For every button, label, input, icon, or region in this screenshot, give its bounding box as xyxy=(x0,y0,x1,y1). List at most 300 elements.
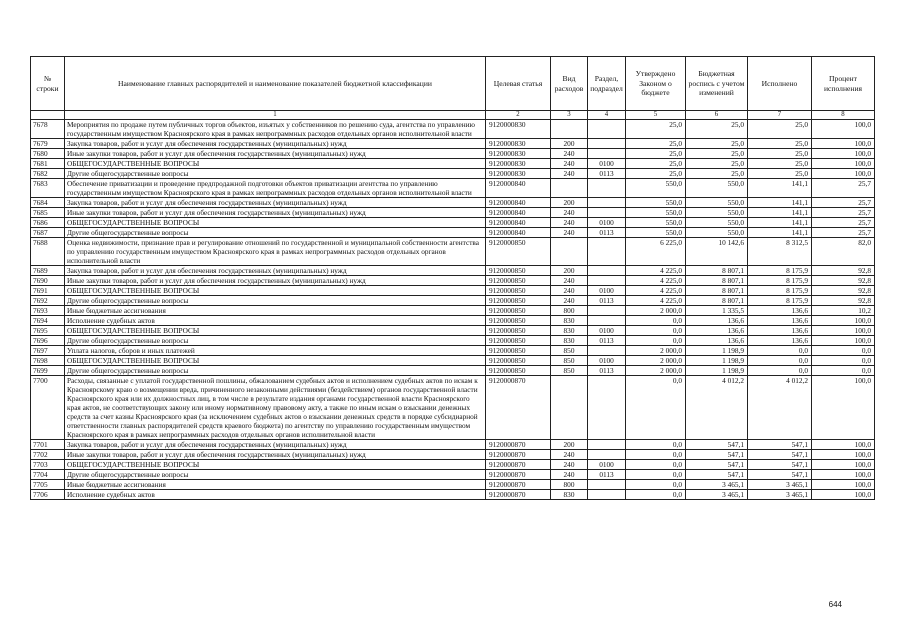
column-number: 7 xyxy=(748,111,812,120)
budget-amount-cell: 8 807,1 xyxy=(686,296,748,306)
target-article-cell: 9120000870 xyxy=(486,376,551,440)
expense-type-cell: 240 xyxy=(551,286,588,296)
section-cell xyxy=(588,440,626,450)
budget-amount-cell: 4 012,2 xyxy=(686,376,748,440)
executed-amount-cell: 8 312,5 xyxy=(748,238,812,266)
percent-cell: 25,7 xyxy=(812,179,875,198)
table-row xyxy=(31,306,875,316)
expense-type-cell: 200 xyxy=(551,198,588,208)
target-article-cell: 9120000870 xyxy=(486,460,551,470)
section-cell: 0113 xyxy=(588,169,626,179)
row-number-cell: 7699 xyxy=(31,366,65,376)
table-row xyxy=(31,149,875,159)
budget-amount-cell: 136,6 xyxy=(686,326,748,336)
budget-amount-cell: 8 807,1 xyxy=(686,286,748,296)
target-article-cell: 9120000870 xyxy=(486,440,551,450)
percent-cell: 100,0 xyxy=(812,120,875,139)
executed-amount-cell: 547,1 xyxy=(748,450,812,460)
executed-amount-cell: 141,1 xyxy=(748,198,812,208)
percent-cell: 0,0 xyxy=(812,366,875,376)
expense-type-cell: 240 xyxy=(551,276,588,286)
header-approved: Утверждено Законом о бюджете xyxy=(626,57,686,111)
executed-amount-cell: 4 012,2 xyxy=(748,376,812,440)
expense-type-cell: 240 xyxy=(551,169,588,179)
percent-cell: 100,0 xyxy=(812,480,875,490)
row-number-cell: 7700 xyxy=(31,376,65,440)
table-row xyxy=(31,376,875,440)
expense-type-cell: 200 xyxy=(551,266,588,276)
row-number-cell: 7701 xyxy=(31,440,65,450)
percent-cell: 100,0 xyxy=(812,450,875,460)
table-row xyxy=(31,356,875,366)
row-name-cell: Иные закупки товаров, работ и услуг для обеспечения государственных (муниципальных) нужд xyxy=(65,208,486,218)
table-row xyxy=(31,120,875,139)
row-name-cell: Другие общегосударственные вопросы xyxy=(65,169,486,179)
percent-cell: 100,0 xyxy=(812,139,875,149)
expense-type-cell: 830 xyxy=(551,326,588,336)
target-article-cell: 9120000840 xyxy=(486,228,551,238)
row-number-cell: 7685 xyxy=(31,208,65,218)
percent-cell: 92,8 xyxy=(812,286,875,296)
percent-cell: 92,8 xyxy=(812,266,875,276)
budget-amount-cell: 1 335,5 xyxy=(686,306,748,316)
approved-amount-cell: 0,0 xyxy=(626,326,686,336)
executed-amount-cell: 0,0 xyxy=(748,356,812,366)
row-number-cell: 7684 xyxy=(31,198,65,208)
section-cell xyxy=(588,120,626,139)
executed-amount-cell: 0,0 xyxy=(748,346,812,356)
budget-amount-cell: 550,0 xyxy=(686,228,748,238)
percent-cell: 100,0 xyxy=(812,159,875,169)
target-article-cell: 9120000850 xyxy=(486,326,551,336)
table-row xyxy=(31,159,875,169)
approved-amount-cell: 0,0 xyxy=(626,480,686,490)
column-number-row xyxy=(31,111,875,120)
expense-type-cell: 240 xyxy=(551,296,588,306)
expense-type-cell: 830 xyxy=(551,336,588,346)
executed-amount-cell: 141,1 xyxy=(748,218,812,228)
budget-amount-cell: 8 807,1 xyxy=(686,266,748,276)
budget-execution-table xyxy=(30,56,875,500)
row-number-cell: 7695 xyxy=(31,326,65,336)
section-cell: 0100 xyxy=(588,326,626,336)
target-article-cell: 9120000830 xyxy=(486,149,551,159)
percent-cell: 100,0 xyxy=(812,336,875,346)
target-article-cell: 9120000850 xyxy=(486,336,551,346)
row-name-cell: Другие общегосударственные вопросы xyxy=(65,228,486,238)
table-row xyxy=(31,490,875,500)
percent-cell: 100,0 xyxy=(812,440,875,450)
budget-amount-cell: 1 198,9 xyxy=(686,346,748,356)
executed-amount-cell: 25,0 xyxy=(748,120,812,139)
executed-amount-cell: 25,0 xyxy=(748,149,812,159)
approved-amount-cell: 25,0 xyxy=(626,169,686,179)
target-article-cell: 9120000850 xyxy=(486,346,551,356)
table-row xyxy=(31,266,875,276)
table-body xyxy=(31,120,875,500)
executed-amount-cell: 136,6 xyxy=(748,306,812,316)
table-row xyxy=(31,139,875,149)
row-number-cell: 7698 xyxy=(31,356,65,366)
row-number-cell: 7694 xyxy=(31,316,65,326)
section-cell: 0113 xyxy=(588,228,626,238)
target-article-cell: 9120000840 xyxy=(486,198,551,208)
section-cell: 0113 xyxy=(588,336,626,346)
row-number-cell: 7706 xyxy=(31,490,65,500)
approved-amount-cell: 25,0 xyxy=(626,149,686,159)
row-number-cell: 7696 xyxy=(31,336,65,346)
section-cell xyxy=(588,149,626,159)
executed-amount-cell: 3 465,1 xyxy=(748,490,812,500)
row-number-cell: 7702 xyxy=(31,450,65,460)
row-name-cell: Другие общегосударственные вопросы xyxy=(65,366,486,376)
table-row xyxy=(31,276,875,286)
percent-cell: 92,8 xyxy=(812,276,875,286)
target-article-cell: 9120000870 xyxy=(486,470,551,480)
row-number-cell: 7703 xyxy=(31,460,65,470)
section-cell xyxy=(588,266,626,276)
row-name-cell: Другие общегосударственные вопросы xyxy=(65,296,486,306)
target-article-cell: 9120000870 xyxy=(486,450,551,460)
executed-amount-cell: 25,0 xyxy=(748,139,812,149)
row-number-cell: 7681 xyxy=(31,159,65,169)
percent-cell: 25,7 xyxy=(812,198,875,208)
executed-amount-cell: 8 175,9 xyxy=(748,266,812,276)
section-cell: 0100 xyxy=(588,159,626,169)
target-article-cell: 9120000840 xyxy=(486,218,551,228)
expense-type-cell: 240 xyxy=(551,208,588,218)
table-row xyxy=(31,169,875,179)
table-row xyxy=(31,336,875,346)
expense-type-cell: 240 xyxy=(551,470,588,480)
section-cell xyxy=(588,238,626,266)
row-name-cell: ОБЩЕГОСУДАРСТВЕННЫЕ ВОПРОСЫ xyxy=(65,218,486,228)
executed-amount-cell: 136,6 xyxy=(748,336,812,346)
budget-table-sheet xyxy=(30,56,874,500)
section-cell xyxy=(588,306,626,316)
row-name-cell: Оценка недвижимости, признание прав и регулирование отношений по государственной и муниципальной собственности агентства по управлению государственным имуществом Красноярского края в рамках непрограммных расходов отдельных органов исполнительной власти xyxy=(65,238,486,266)
column-number: 6 xyxy=(686,111,748,120)
row-number-cell: 7679 xyxy=(31,139,65,149)
page-number: 644 xyxy=(828,600,842,609)
approved-amount-cell: 6 225,0 xyxy=(626,238,686,266)
approved-amount-cell: 0,0 xyxy=(626,336,686,346)
row-number-cell: 7697 xyxy=(31,346,65,356)
executed-amount-cell: 141,1 xyxy=(748,208,812,218)
row-number-cell: 7680 xyxy=(31,149,65,159)
row-name-cell: Другие общегосударственные вопросы xyxy=(65,470,486,480)
table-row xyxy=(31,316,875,326)
column-number: 1 xyxy=(65,111,486,120)
approved-amount-cell: 0,0 xyxy=(626,376,686,440)
budget-amount-cell: 1 198,9 xyxy=(686,366,748,376)
column-number: 5 xyxy=(626,111,686,120)
section-cell: 0100 xyxy=(588,286,626,296)
executed-amount-cell: 136,6 xyxy=(748,326,812,336)
row-number-cell: 7686 xyxy=(31,218,65,228)
section-cell: 0113 xyxy=(588,470,626,480)
header-row xyxy=(31,57,875,111)
table-row xyxy=(31,218,875,228)
approved-amount-cell: 2 000,0 xyxy=(626,346,686,356)
executed-amount-cell: 3 465,1 xyxy=(748,480,812,490)
expense-type-cell xyxy=(551,238,588,266)
table-row xyxy=(31,228,875,238)
section-cell xyxy=(588,346,626,356)
row-name-cell: Обеспечение приватизации и проведение предпродажной подготовки объектов приватизации агентства по управлению государственным имуществом Красноярского края в рамках непрограммных расходов отдельных органов исполнительной власти xyxy=(65,179,486,198)
executed-amount-cell: 25,0 xyxy=(748,159,812,169)
expense-type-cell: 240 xyxy=(551,228,588,238)
percent-cell: 100,0 xyxy=(812,460,875,470)
approved-amount-cell: 550,0 xyxy=(626,198,686,208)
target-article-cell: 9120000850 xyxy=(486,356,551,366)
budget-amount-cell: 3 465,1 xyxy=(686,490,748,500)
approved-amount-cell: 0,0 xyxy=(626,460,686,470)
approved-amount-cell: 4 225,0 xyxy=(626,266,686,276)
table-row xyxy=(31,208,875,218)
section-cell xyxy=(588,276,626,286)
percent-cell: 100,0 xyxy=(812,376,875,440)
approved-amount-cell: 550,0 xyxy=(626,228,686,238)
approved-amount-cell: 2 000,0 xyxy=(626,356,686,366)
executed-amount-cell: 8 175,9 xyxy=(748,276,812,286)
section-cell xyxy=(588,139,626,149)
row-number-cell: 7688 xyxy=(31,238,65,266)
row-number-cell: 7705 xyxy=(31,480,65,490)
table-row xyxy=(31,480,875,490)
target-article-cell: 9120000830 xyxy=(486,139,551,149)
header-section: Раздел, подраздел xyxy=(588,57,626,111)
row-name-cell: ОБЩЕГОСУДАРСТВЕННЫЕ ВОПРОСЫ xyxy=(65,326,486,336)
row-name-cell: Расходы, связанные с уплатой государственной пошлины, обжалованием судебных актов и исполнением судебных актов по искам к Красноярскому краю о возмещении вреда, причиненного незаконными действиями (бездействием) органов государственной власти Красноярского края или их должностных лиц, в том числе в результате издания органами государственной власти Красноярского края актов, не соответствующих закону или иному нормативному правовому акту, а также по иным искам о взыскании денежных средств за счет казны Красноярского края (за исключением судебных актов о взыскании денежных средств в порядке субсидиарной ответственности главных распорядителей средств краевого бюджета) по агентству по управлению государственным имуществом Красноярского края в рамках непрограммных расходов отдельных органов исполнительной власти xyxy=(65,376,486,440)
section-cell: 0113 xyxy=(588,296,626,306)
target-article-cell: 9120000870 xyxy=(486,480,551,490)
target-article-cell: 9120000850 xyxy=(486,306,551,316)
executed-amount-cell: 547,1 xyxy=(748,440,812,450)
executed-amount-cell: 547,1 xyxy=(748,470,812,480)
row-name-cell: Уплата налогов, сборов и иных платежей xyxy=(65,346,486,356)
table-row xyxy=(31,460,875,470)
executed-amount-cell: 141,1 xyxy=(748,179,812,198)
executed-amount-cell: 136,6 xyxy=(748,316,812,326)
approved-amount-cell: 2 000,0 xyxy=(626,306,686,316)
percent-cell: 100,0 xyxy=(812,470,875,480)
budget-amount-cell: 3 465,1 xyxy=(686,480,748,490)
row-name-cell: Другие общегосударственные вопросы xyxy=(65,336,486,346)
budget-amount-cell: 25,0 xyxy=(686,120,748,139)
row-name-cell: ОБЩЕГОСУДАРСТВЕННЫЕ ВОПРОСЫ xyxy=(65,460,486,470)
column-number xyxy=(31,111,65,120)
column-number: 2 xyxy=(486,111,551,120)
header-name: Наименование главных распорядителей и наименование показателей бюджетной классификации xyxy=(65,57,486,111)
budget-amount-cell: 136,6 xyxy=(686,316,748,326)
expense-type-cell: 240 xyxy=(551,450,588,460)
section-cell xyxy=(588,316,626,326)
target-article-cell: 9120000850 xyxy=(486,366,551,376)
row-number-cell: 7687 xyxy=(31,228,65,238)
row-number-cell: 7689 xyxy=(31,266,65,276)
budget-amount-cell: 550,0 xyxy=(686,208,748,218)
header-executed: Исполнено xyxy=(748,57,812,111)
header-expense-type: Вид расходов xyxy=(551,57,588,111)
budget-amount-cell: 547,1 xyxy=(686,450,748,460)
approved-amount-cell: 550,0 xyxy=(626,208,686,218)
table-row xyxy=(31,450,875,460)
budget-amount-cell: 25,0 xyxy=(686,149,748,159)
row-name-cell: ОБЩЕГОСУДАРСТВЕННЫЕ ВОПРОСЫ xyxy=(65,159,486,169)
target-article-cell: 9120000840 xyxy=(486,208,551,218)
row-name-cell: Иные закупки товаров, работ и услуг для обеспечения государственных (муниципальных) нужд xyxy=(65,149,486,159)
header-budget-schedule: Бюджетная роспись с учетом изменений xyxy=(686,57,748,111)
executed-amount-cell: 25,0 xyxy=(748,169,812,179)
executed-amount-cell: 141,1 xyxy=(748,228,812,238)
budget-amount-cell: 547,1 xyxy=(686,460,748,470)
budget-amount-cell: 1 198,9 xyxy=(686,356,748,366)
percent-cell: 0,0 xyxy=(812,346,875,356)
row-name-cell: ОБЩЕГОСУДАРСТВЕННЫЕ ВОПРОСЫ xyxy=(65,286,486,296)
target-article-cell: 9120000830 xyxy=(486,159,551,169)
header-row-number: № строки xyxy=(31,57,65,111)
row-number-cell: 7691 xyxy=(31,286,65,296)
table-row xyxy=(31,326,875,336)
row-name-cell: Мероприятия по продаже путем публичных торгов объектов, изъятых у собственников по решению суда, агентства по управлению государственным имуществом Красноярского края в рамках непрограммных расходов отдельных органов исполнительной власти xyxy=(65,120,486,139)
approved-amount-cell: 2 000,0 xyxy=(626,366,686,376)
approved-amount-cell: 25,0 xyxy=(626,120,686,139)
approved-amount-cell: 0,0 xyxy=(626,316,686,326)
executed-amount-cell: 547,1 xyxy=(748,460,812,470)
section-cell xyxy=(588,450,626,460)
row-name-cell: Иные бюджетные ассигнования xyxy=(65,480,486,490)
budget-amount-cell: 550,0 xyxy=(686,198,748,208)
section-cell xyxy=(588,490,626,500)
expense-type-cell: 850 xyxy=(551,366,588,376)
section-cell xyxy=(588,179,626,198)
expense-type-cell: 240 xyxy=(551,460,588,470)
executed-amount-cell: 0,0 xyxy=(748,366,812,376)
budget-amount-cell: 25,0 xyxy=(686,159,748,169)
budget-amount-cell: 136,6 xyxy=(686,336,748,346)
row-name-cell: Закупка товаров, работ и услуг для обеспечения государственных (муниципальных) нужд xyxy=(65,139,486,149)
budget-amount-cell: 10 142,6 xyxy=(686,238,748,266)
expense-type-cell: 240 xyxy=(551,149,588,159)
section-cell xyxy=(588,376,626,440)
table-row xyxy=(31,470,875,480)
section-cell: 0100 xyxy=(588,356,626,366)
row-number-cell: 7682 xyxy=(31,169,65,179)
section-cell xyxy=(588,208,626,218)
table-row xyxy=(31,346,875,356)
row-name-cell: Иные бюджетные ассигнования xyxy=(65,306,486,316)
row-name-cell: ОБЩЕГОСУДАРСТВЕННЫЕ ВОПРОСЫ xyxy=(65,356,486,366)
budget-amount-cell: 550,0 xyxy=(686,179,748,198)
target-article-cell: 9120000830 xyxy=(486,169,551,179)
target-article-cell: 9120000870 xyxy=(486,490,551,500)
approved-amount-cell: 25,0 xyxy=(626,159,686,169)
row-number-cell: 7678 xyxy=(31,120,65,139)
row-number-cell: 7693 xyxy=(31,306,65,316)
approved-amount-cell: 550,0 xyxy=(626,218,686,228)
target-article-cell: 9120000850 xyxy=(486,238,551,266)
target-article-cell: 9120000830 xyxy=(486,120,551,139)
budget-amount-cell: 550,0 xyxy=(686,218,748,228)
row-name-cell: Иные закупки товаров, работ и услуг для обеспечения государственных (муниципальных) нужд xyxy=(65,450,486,460)
budget-amount-cell: 8 807,1 xyxy=(686,276,748,286)
header-target-article: Целевая статья xyxy=(486,57,551,111)
table-row xyxy=(31,238,875,266)
table-row xyxy=(31,198,875,208)
table-row xyxy=(31,366,875,376)
table-row xyxy=(31,286,875,296)
percent-cell: 100,0 xyxy=(812,316,875,326)
percent-cell: 92,8 xyxy=(812,296,875,306)
approved-amount-cell: 4 225,0 xyxy=(626,296,686,306)
row-name-cell: Закупка товаров, работ и услуг для обеспечения государственных (муниципальных) нужд xyxy=(65,198,486,208)
approved-amount-cell: 0,0 xyxy=(626,440,686,450)
approved-amount-cell: 4 225,0 xyxy=(626,286,686,296)
executed-amount-cell: 8 175,9 xyxy=(748,286,812,296)
executed-amount-cell: 8 175,9 xyxy=(748,296,812,306)
expense-type-cell xyxy=(551,179,588,198)
target-article-cell: 9120000850 xyxy=(486,266,551,276)
approved-amount-cell: 550,0 xyxy=(626,179,686,198)
section-cell xyxy=(588,198,626,208)
target-article-cell: 9120000850 xyxy=(486,286,551,296)
target-article-cell: 9120000850 xyxy=(486,296,551,306)
percent-cell: 0,0 xyxy=(812,356,875,366)
column-number: 8 xyxy=(812,111,875,120)
percent-cell: 100,0 xyxy=(812,169,875,179)
header-percent: Процент исполнения xyxy=(812,57,875,111)
row-number-cell: 7690 xyxy=(31,276,65,286)
budget-amount-cell: 547,1 xyxy=(686,440,748,450)
section-cell: 0100 xyxy=(588,460,626,470)
percent-cell: 10,2 xyxy=(812,306,875,316)
expense-type-cell: 240 xyxy=(551,159,588,169)
row-name-cell: Иные закупки товаров, работ и услуг для обеспечения государственных (муниципальных) нужд xyxy=(65,276,486,286)
row-number-cell: 7683 xyxy=(31,179,65,198)
column-number: 4 xyxy=(588,111,626,120)
percent-cell: 25,7 xyxy=(812,218,875,228)
section-cell: 0113 xyxy=(588,366,626,376)
row-name-cell: Закупка товаров, работ и услуг для обеспечения государственных (муниципальных) нужд xyxy=(65,266,486,276)
budget-amount-cell: 25,0 xyxy=(686,139,748,149)
row-name-cell: Закупка товаров, работ и услуг для обеспечения государственных (муниципальных) нужд xyxy=(65,440,486,450)
expense-type-cell: 200 xyxy=(551,440,588,450)
target-article-cell: 9120000840 xyxy=(486,179,551,198)
table-row xyxy=(31,440,875,450)
percent-cell: 100,0 xyxy=(812,490,875,500)
table-row xyxy=(31,296,875,306)
expense-type-cell: 850 xyxy=(551,346,588,356)
expense-type-cell: 830 xyxy=(551,490,588,500)
approved-amount-cell: 0,0 xyxy=(626,490,686,500)
percent-cell: 25,7 xyxy=(812,208,875,218)
row-number-cell: 7692 xyxy=(31,296,65,306)
expense-type-cell: 240 xyxy=(551,218,588,228)
budget-amount-cell: 547,1 xyxy=(686,470,748,480)
percent-cell: 100,0 xyxy=(812,149,875,159)
row-number-cell: 7704 xyxy=(31,470,65,480)
section-cell: 0100 xyxy=(588,218,626,228)
approved-amount-cell: 4 225,0 xyxy=(626,276,686,286)
percent-cell: 100,0 xyxy=(812,326,875,336)
expense-type-cell: 200 xyxy=(551,139,588,149)
percent-cell: 82,0 xyxy=(812,238,875,266)
percent-cell: 25,7 xyxy=(812,228,875,238)
expense-type-cell: 800 xyxy=(551,480,588,490)
approved-amount-cell: 25,0 xyxy=(626,139,686,149)
expense-type-cell: 800 xyxy=(551,306,588,316)
